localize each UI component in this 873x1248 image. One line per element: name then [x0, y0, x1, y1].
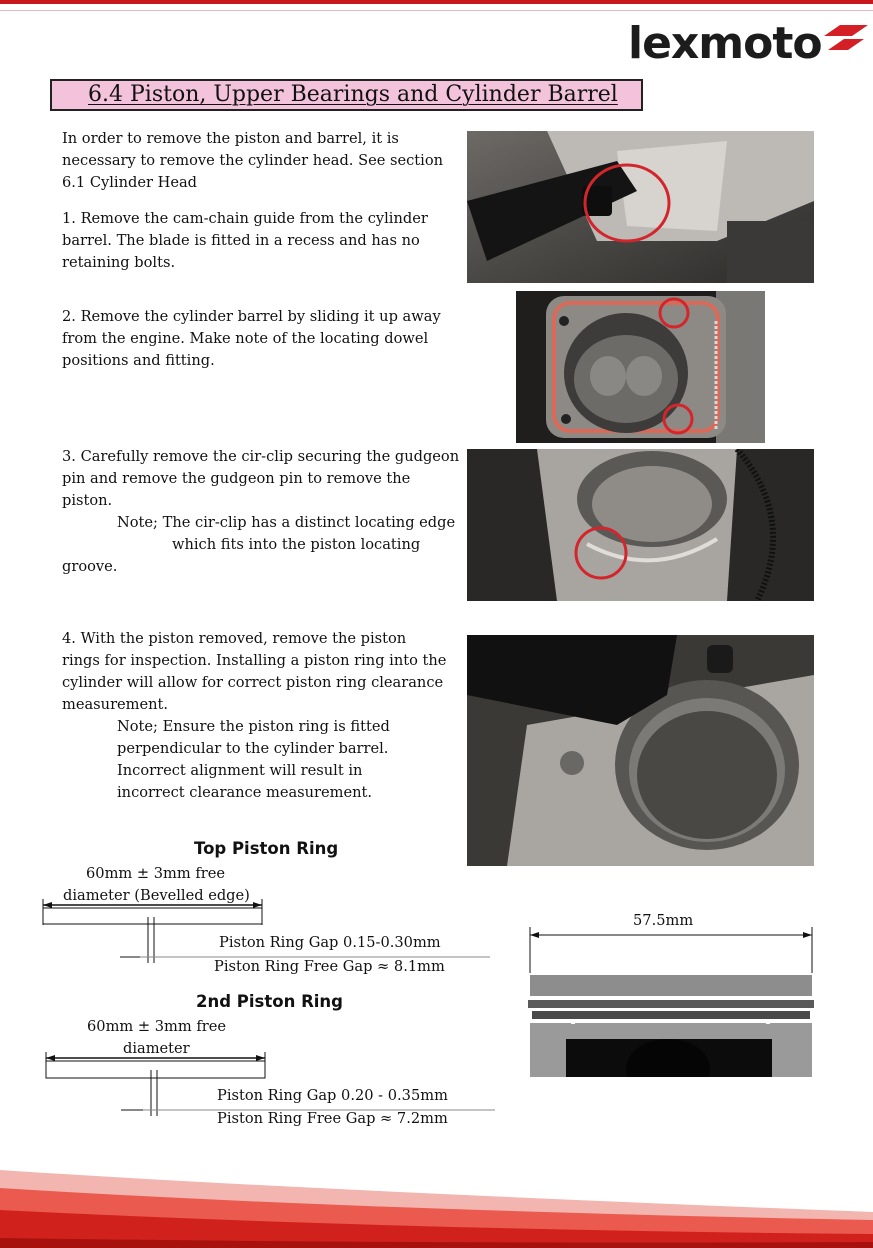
- top-ring-gap: Piston Ring Gap 0.15-0.30mm: [219, 934, 441, 951]
- photo-cam-chain-guide: [467, 131, 814, 283]
- text-line: In order to remove the piston and barrel, it is: [62, 130, 399, 147]
- text-line: 1. Remove the cam-chain guide from the cylinder: [62, 210, 428, 227]
- top-ring-free-gap: Piston Ring Free Gap ≈ 8.1mm: [214, 958, 445, 975]
- note-line: Note; The cir-clip has a distinct locating edge: [117, 514, 456, 531]
- text-line: measurement.: [62, 696, 169, 713]
- logo-wordmark: lexmoto: [628, 18, 822, 69]
- second-ring-heading: 2nd Piston Ring: [196, 992, 343, 1011]
- step-1-text: [62, 208, 428, 274]
- text-line: rings for inspection. Installing a piston ring into the: [62, 652, 447, 669]
- top-ring-diameter-line2: diameter (Bevelled edge): [63, 887, 250, 904]
- note-line: Note; Ensure the piston ring is fitted: [117, 718, 390, 735]
- text-line: retaining bolts.: [62, 254, 176, 271]
- step-3-text: [62, 446, 459, 578]
- text-line: 2. Remove the cylinder barrel by sliding it up away: [62, 308, 441, 325]
- step-2-text: [62, 306, 441, 372]
- header-rule-thin: [0, 10, 873, 11]
- second-ring-free-gap: Piston Ring Free Gap ≈ 7.2mm: [217, 1110, 448, 1127]
- text-line: pin and remove the gudgeon pin to remove the: [62, 470, 411, 487]
- piston-dimension-label: 57.5mm: [633, 912, 694, 929]
- text-line: from the engine. Make note of the locating dowel: [62, 330, 429, 347]
- second-ring-gap: Piston Ring Gap 0.20 - 0.35mm: [217, 1087, 448, 1104]
- section-title: 6.4 Piston, Upper Bearings and Cylinder Barrel: [88, 82, 618, 107]
- text-line: 3. Carefully remove the cir-clip securing the gudgeon: [62, 448, 460, 465]
- step-4-text: [62, 628, 446, 804]
- text-line: 6.1 Cylinder Head: [62, 174, 197, 191]
- text-line: piston.: [62, 492, 113, 509]
- top-ring-diagram: [40, 895, 495, 965]
- photo-circlip: [467, 449, 814, 601]
- logo-chevron-icon: [824, 22, 868, 52]
- photo-ring-in-cylinder: [467, 635, 814, 866]
- note-line: perpendicular to the cylinder barrel.: [117, 740, 389, 757]
- second-ring-diagram: [43, 1048, 498, 1118]
- top-ring-heading: Top Piston Ring: [194, 839, 339, 858]
- top-ring-diameter-line1: 60mm ± 3mm free: [86, 865, 226, 882]
- section-title-box: [50, 79, 643, 111]
- photo-cylinder-barrel: [516, 291, 765, 443]
- text-line: cylinder will allow for correct piston ring clearance: [62, 674, 444, 691]
- second-ring-diameter-line2: diameter: [123, 1040, 190, 1057]
- header-rule: [0, 0, 873, 4]
- note-line: incorrect clearance measurement.: [117, 784, 373, 801]
- note-line: which fits into the piston locating: [172, 536, 421, 553]
- text-line: necessary to remove the cylinder head. See section: [62, 152, 443, 169]
- lexmoto-logo: [628, 18, 868, 70]
- text-line: positions and fitting.: [62, 352, 215, 369]
- text-line: groove.: [62, 558, 118, 575]
- text-line: barrel. The blade is fitted in a recess and has no: [62, 232, 420, 249]
- intro-text: [62, 128, 443, 194]
- second-ring-diameter-line1: 60mm ± 3mm free: [87, 1018, 227, 1035]
- text-line: 4. With the piston removed, remove the piston: [62, 630, 407, 647]
- footer-swoosh: [0, 1150, 873, 1248]
- piston-diagram: [526, 925, 816, 1077]
- note-line: Incorrect alignment will result in: [117, 762, 363, 779]
